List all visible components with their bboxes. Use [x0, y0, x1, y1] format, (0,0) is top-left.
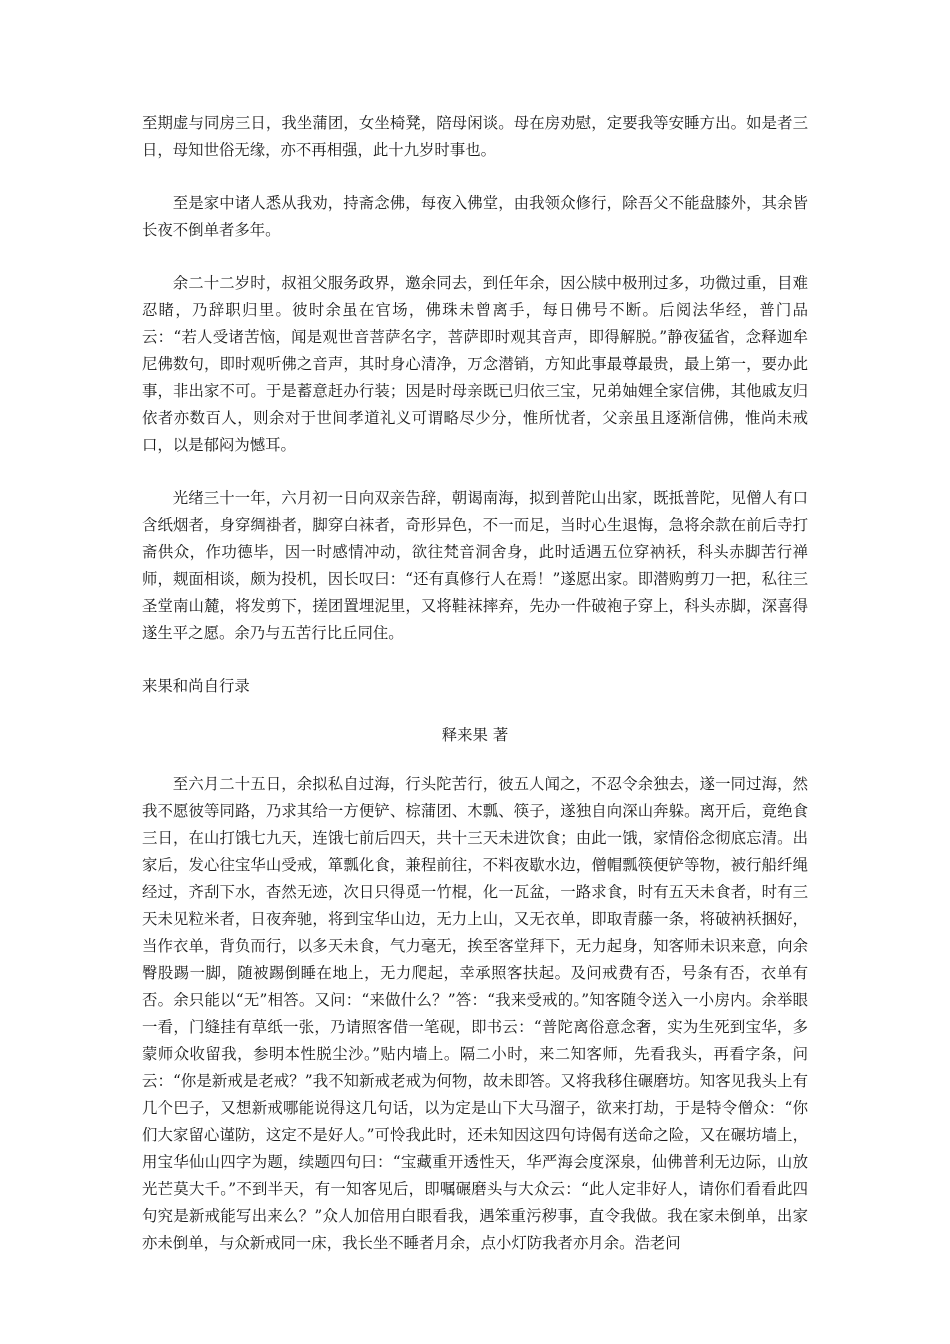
paragraph-1: 至期虚与同房三日，我坐蒲团，女坐椅凳，陪母闲谈。母在房劝慰，定要我等安睡方出。如是者三日，母知世俗无缘，亦不再相强，此十九岁时事也。 [142, 114, 808, 159]
paragraph-2: 至是家中诸人悉从我劝，持斋念佛，每夜入佛堂，由我领众修行，除吾父不能盘膝外，其余皆长夜不倒单者多年。 [142, 194, 808, 239]
paragraph-3: 余二十二岁时，叔祖父服务政界，邀余同去，到任年余，因公牍中极刑过多，功微过重，目难忍睹，乃辞职归里。彼时余虽在官场，佛珠未曾离手，每日佛号不断。后阅法华经，普门品云：“若人受诸苦恼，闻是观世音菩萨名字，菩萨即时观其音声，即得解脱。”静夜猛省，念释迦牟尼佛数句，即时观听佛之音声，其时身心清净，万念潜销，方知此事最尊最贵，最上第一，要办此事，非出家不可。于是蓄意赶办行装；因是时母亲既已归依三宝，兄弟妯娌全家信佛，其他戚友归依者亦数百人，则余对于世间孝道礼义可谓略尽少分，惟所忧者，父亲虽且逐渐信佛，惟尚未戒口，以是郁闷为憾耳。 [142, 274, 808, 454]
paragraph-5: 至六月二十五日，余拟私自过海，行头陀苦行，彼五人闻之，不忍令余独去，遂一同过海，然我不愿彼等同路，乃求其给一方便铲、棕蒲团、木瓢、筷子，遂独自向深山奔躲。离开后，竟绝食三日，在山打饿七九天，连饿七前后四天，共十三天未进饮食；由此一饿，家情俗念彻底忘清。出家后，发心往宝华山受戒，箪瓢化食，兼程前往，不料夜歇水边，僧帽瓢筷便铲等物，被行船纤绳经过，齐刮下水，杳然无迹，次日只得觅一竹棍，化一瓦盆，一路求食，时有五天未食者，时有三天未见粒米者，日夜奔驰，将到宝华山边，无力上山，又无衣单，即取青藤一条，将破衲袄捆好，当作衣单，背负而行，以多天未食，气力毫无，挨至客堂拜下，无力起身，知客师未识来意，向余臀股踢一脚，随被踢倒睡在地上，无力爬起，幸承照客扶起。及问戒费有否，号条有否，衣单有否。余只能以“无”相答。又问：“来做什么？”答：“我来受戒的。”知客随令送入一小房内。余举眼一看，门缝挂有草纸一张，乃请照客借一笔砚，即书云：“普陀离俗意念奢，实为生死到宝华，多蒙师众收留我，参明本性脱尘沙。”贴内墙上。隔二小时，来二知客师，先看我头，再看字条，问云：“你是新戒是老戒？”我不知新戒老戒为何物，故未即答。又将我移住碾磨坊。知客见我头上有几个巴子，又想新戒哪能说得这几句话，以为定是山下大马溜子，欲来打劫，于是特令僧众：“你们大家留心谨防，这定不是好人。”可怜我此时，还未知因这四句诗偈有送命之险，又在碾坊墙上，用宝华仙山四字为题，续题四句曰：“宝藏重开透性天，华严海会度深泉，仙佛普利无边际，山放光芒莫大千。”不到半天，有一知客见后，即嘱碾磨头与大众云：“此人定非好人，请你们看看此四句究是新戒能写出来么？”众人加倍用白眼看我，遇笨重污秽事，直令我做。我在家未倒单，出家亦未倒单，与众新戒同一床，我长坐不睡者月余，点小灯防我者亦月余。浩老问 [142, 775, 808, 1252]
document-page [142, 110, 808, 1257]
paragraph-4: 光绪三十一年，六月初一日向双亲告辞，朝谒南海，拟到普陀山出家，既抵普陀，见僧人有口含纸烟者，身穿绸褂者，脚穿白袜者，奇形异色，不一而足，当时心生退悔，急将余款在前后寺打斋供众，作功德毕，因一时感情冲动，欲往梵音洞舍身，此时适遇五位穿衲袄，科头赤脚苦行禅师，觌面相谈，颇为投机，因长叹曰：“还有真修行人在焉！”遂愿出家。即潜购剪刀一把，私往三圣堂南山麓，将发剪下，搓团置埋泥里，又将鞋袜摔弃，先办一件破袍子穿上，科头赤脚，深喜得遂生平之愿。余乃与五苦行比丘同住。 [142, 489, 808, 642]
section-title: 来果和尚自行录 [142, 677, 250, 695]
author-line: 释来果 著 [441, 726, 509, 744]
